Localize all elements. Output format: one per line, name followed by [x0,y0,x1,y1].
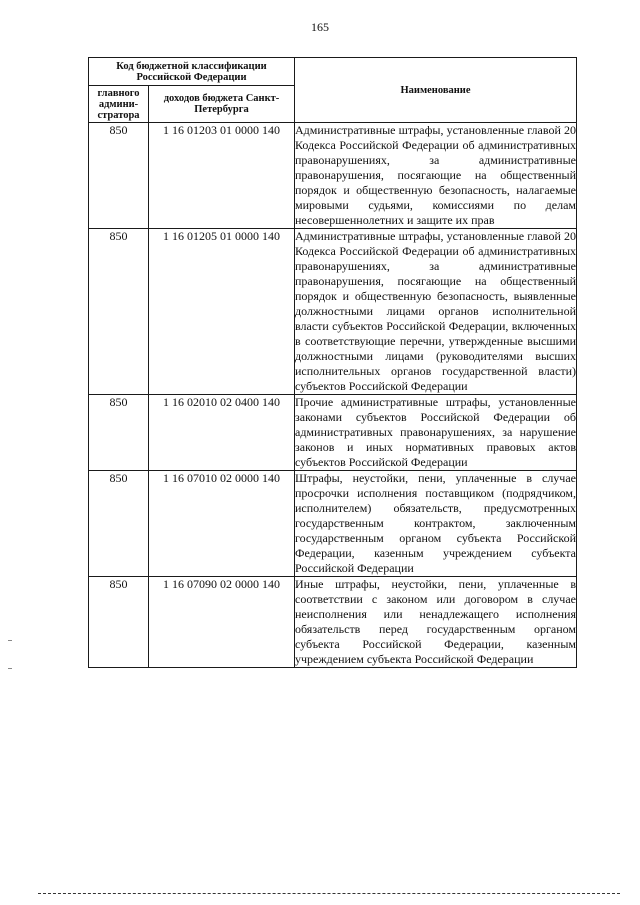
admin-code-cell: 850 [89,123,149,229]
table-row [89,123,577,229]
income-code-cell: 1 16 02010 02 0400 140 [149,395,295,471]
table-row [89,471,577,577]
admin-code-cell: 850 [89,471,149,577]
page-number: 165 [311,20,329,34]
name-cell: Административные штрафы, установленные главой 20 Кодекса Российской Федерации об административных правонарушениях, за административные правонарушения, посягающие на общественный порядок и общественную безопасность, налагаемые мировыми судьями, комиссиями по делам несовершеннолетних и защите их прав [295,123,576,227]
margin-mark [8,640,12,641]
budget-classification-table [88,57,577,668]
page-bottom-rule [38,893,620,894]
income-code-cell: 1 16 01205 01 0000 140 [149,229,295,395]
table-row [89,229,577,395]
income-code-cell: 1 16 07010 02 0000 140 [149,471,295,577]
admin-code-cell: 850 [89,395,149,471]
name-cell: Административные штрафы, установленные главой 20 Кодекса Российской Федерации об административных правонарушениях, за административные правонарушения, посягающие на общественный порядок и общественную безопасность, выявленные должностными лицами органов исполнительной власти субъектов Российской Федерации, включенных в соответствующие перечни, утвержденные высшими должностными лицами (руководителями высших исполнительных органов государственной власти) субъектов Российской Федерации [295,229,576,393]
admin-code-cell: 850 [89,229,149,395]
header-admin-column: главного админи-стратора [89,86,149,123]
header-name-column: Наименование [295,58,577,123]
table-row [89,395,577,471]
income-code-cell: 1 16 01203 01 0000 140 [149,123,295,229]
table-header [89,58,577,123]
margin-mark [8,668,12,669]
income-code-cell: 1 16 07090 02 0000 140 [149,577,295,668]
header-income-column: доходов бюджета Санкт-Петербурга [149,86,295,123]
name-cell: Иные штрафы, неустойки, пени, уплаченные в соответствии с законом или договором в случае неисполнения или ненадлежащего исполнения обязательств перед государственным органом субъекта Российской Федерации, казенным учреждением субъекта Российской Федерации [295,577,576,666]
admin-code-cell: 850 [89,577,149,668]
table-row [89,577,577,668]
header-classification-group: Код бюджетной классификации Российской Федерации [89,58,295,86]
name-cell: Штрафы, неустойки, пени, уплаченные в случае просрочки исполнения поставщиком (подрядчиком, исполнителем) обязательств, предусмотренных государственным контрактом, заключенным государственным органом субъекта Российской Федерации, казенным учреждением субъекта Российской Федерации [295,471,576,575]
header-row-group [89,58,577,86]
name-cell: Прочие административные штрафы, установленные законами субъектов Российской Федерации об административных правонарушениях, за нарушение законов и иных нормативных правовых актов субъектов Российской Федерации [295,395,576,469]
table-body [89,123,577,668]
